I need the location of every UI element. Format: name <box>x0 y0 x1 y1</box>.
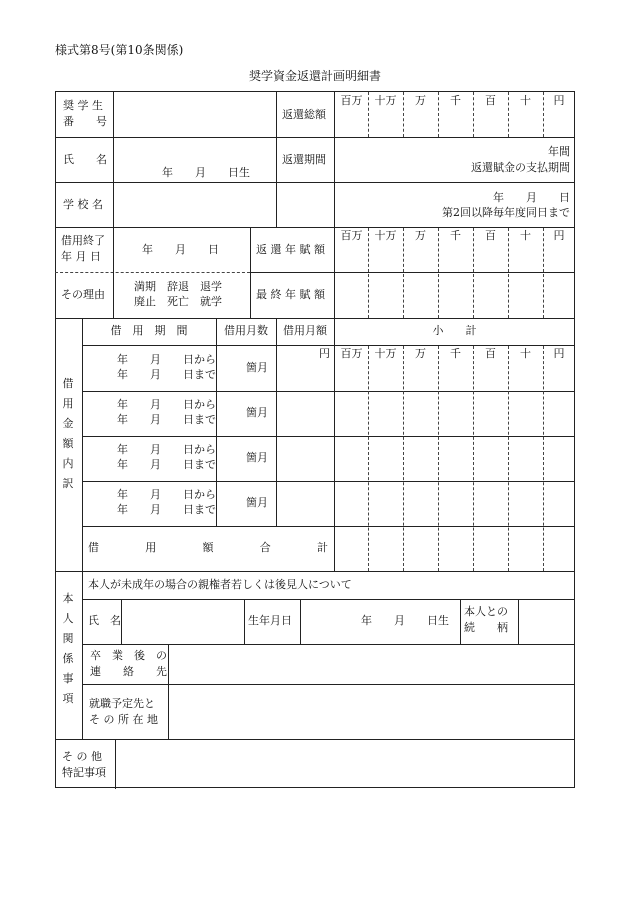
digit-label: 十 <box>520 347 531 360</box>
digit-label: 百 <box>485 229 496 242</box>
reason-options-1[interactable]: 満期 辞退 退学 <box>134 280 222 293</box>
digit-label: 千 <box>450 94 461 107</box>
loan-end-date: 年 月 日 <box>142 243 219 256</box>
name-label: 氏 名 <box>63 153 107 166</box>
digit-label: 円 <box>553 94 565 107</box>
months-unit: 箇月 <box>246 406 268 419</box>
final-annual-label: 最 終 年 賦 額 <box>256 288 325 301</box>
period-note: 返還賦金の支払期間 <box>471 161 570 174</box>
period-to: 年 月 日まで <box>117 368 216 381</box>
second-payment-note: 第2回以降毎年度同日まで <box>442 206 570 219</box>
loan-end-label: 借用終了 <box>61 234 105 247</box>
guardian-name-field[interactable] <box>122 600 244 644</box>
guardian-birth-date: 年 月 日生 <box>361 614 449 627</box>
digit-label: 百万 <box>340 229 363 242</box>
digit-label: 万 <box>415 94 426 107</box>
contact-field[interactable] <box>169 645 574 684</box>
digit-label: 十万 <box>374 229 397 242</box>
years-label: 年間 <box>548 145 570 158</box>
months-unit: 箇月 <box>246 451 268 464</box>
other-label-2: 特記事項 <box>62 766 106 779</box>
loan-end-label-2: 年 月 日 <box>61 250 101 263</box>
school-label: 学 校 名 <box>63 198 103 211</box>
total-return-label: 返還総額 <box>282 108 326 121</box>
period-from: 年 月 日から <box>117 443 216 456</box>
guardian-note: 本人が未成年の場合の親権者若しくは後見人について <box>88 578 352 591</box>
employment-label-2: そ の 所 在 地 <box>89 713 158 726</box>
period-from: 年 月 日から <box>117 353 216 366</box>
date-label: 年 月 日 <box>493 191 570 204</box>
student-number-label: 奨 学 生 <box>63 99 103 112</box>
contact-label-2: 連 絡 先 <box>90 665 167 678</box>
digit-label: 万 <box>415 347 426 360</box>
subtotal-header: 小 計 <box>432 324 477 337</box>
period-to: 年 月 日まで <box>117 503 216 516</box>
guardian-name-label: 氏 名 <box>88 614 121 627</box>
relation-label-2: 続 柄 <box>464 621 508 634</box>
related-items-label: 本 人 関 係 事 項 <box>62 592 74 705</box>
digit-label: 十 <box>520 229 531 242</box>
total-return-field[interactable] <box>335 108 574 136</box>
digit-label: 万 <box>415 229 426 242</box>
student-number-label-2: 番 号 <box>63 115 107 128</box>
period-from: 年 月 日から <box>117 398 216 411</box>
yen-unit: 円 <box>319 347 330 360</box>
digit-label: 十万 <box>374 347 397 360</box>
digit-label: 十 <box>520 94 531 107</box>
other-label: そ の 他 <box>62 750 102 763</box>
guardian-birth-label: 生年月日 <box>248 614 292 627</box>
school-field[interactable] <box>114 183 276 227</box>
digit-label: 円 <box>553 347 565 360</box>
months-unit: 箇月 <box>246 361 268 374</box>
digit-label: 千 <box>450 229 461 242</box>
period-to: 年 月 日まで <box>117 413 216 426</box>
loan-breakdown-label: 借 用 金 額 内 訳 <box>62 377 74 490</box>
digit-label: 百万 <box>340 347 363 360</box>
name-field[interactable] <box>114 138 276 166</box>
relation-field[interactable] <box>519 600 574 644</box>
digit-label: 百万 <box>340 94 363 107</box>
employment-label: 就職予定先と <box>89 697 155 710</box>
document-title: 奨学資金返還計画明細書 <box>248 69 381 83</box>
reason-label: その理由 <box>61 288 105 301</box>
contact-label: 卒 業 後 の <box>90 649 167 662</box>
digit-label: 千 <box>450 347 461 360</box>
loan-monthly-header: 借用月額 <box>283 324 327 337</box>
loan-period-header: 借 用 期 間 <box>110 324 188 337</box>
digit-label: 円 <box>553 229 565 242</box>
annual-payment-label: 返 還 年 賦 額 <box>256 243 325 256</box>
form-number: 様式第8号(第10条関係) <box>55 43 184 57</box>
months-unit: 箇月 <box>246 496 268 509</box>
employment-field[interactable] <box>169 685 574 739</box>
digit-label: 十万 <box>374 94 397 107</box>
loan-months-header: 借用月数 <box>224 324 268 337</box>
loan-total-label: 借 用 額 合 計 <box>88 541 328 554</box>
digit-label: 百 <box>485 347 496 360</box>
return-period-label: 返還期間 <box>282 153 326 166</box>
digit-label: 百 <box>485 94 496 107</box>
relation-label: 本人との <box>464 605 508 618</box>
period-from: 年 月 日から <box>117 488 216 501</box>
reason-options-2[interactable]: 廃止 死亡 就学 <box>134 295 222 308</box>
other-notes-field[interactable] <box>116 740 574 787</box>
birth-date-label: 年 月 日生 <box>162 166 250 179</box>
period-to: 年 月 日まで <box>117 458 216 471</box>
